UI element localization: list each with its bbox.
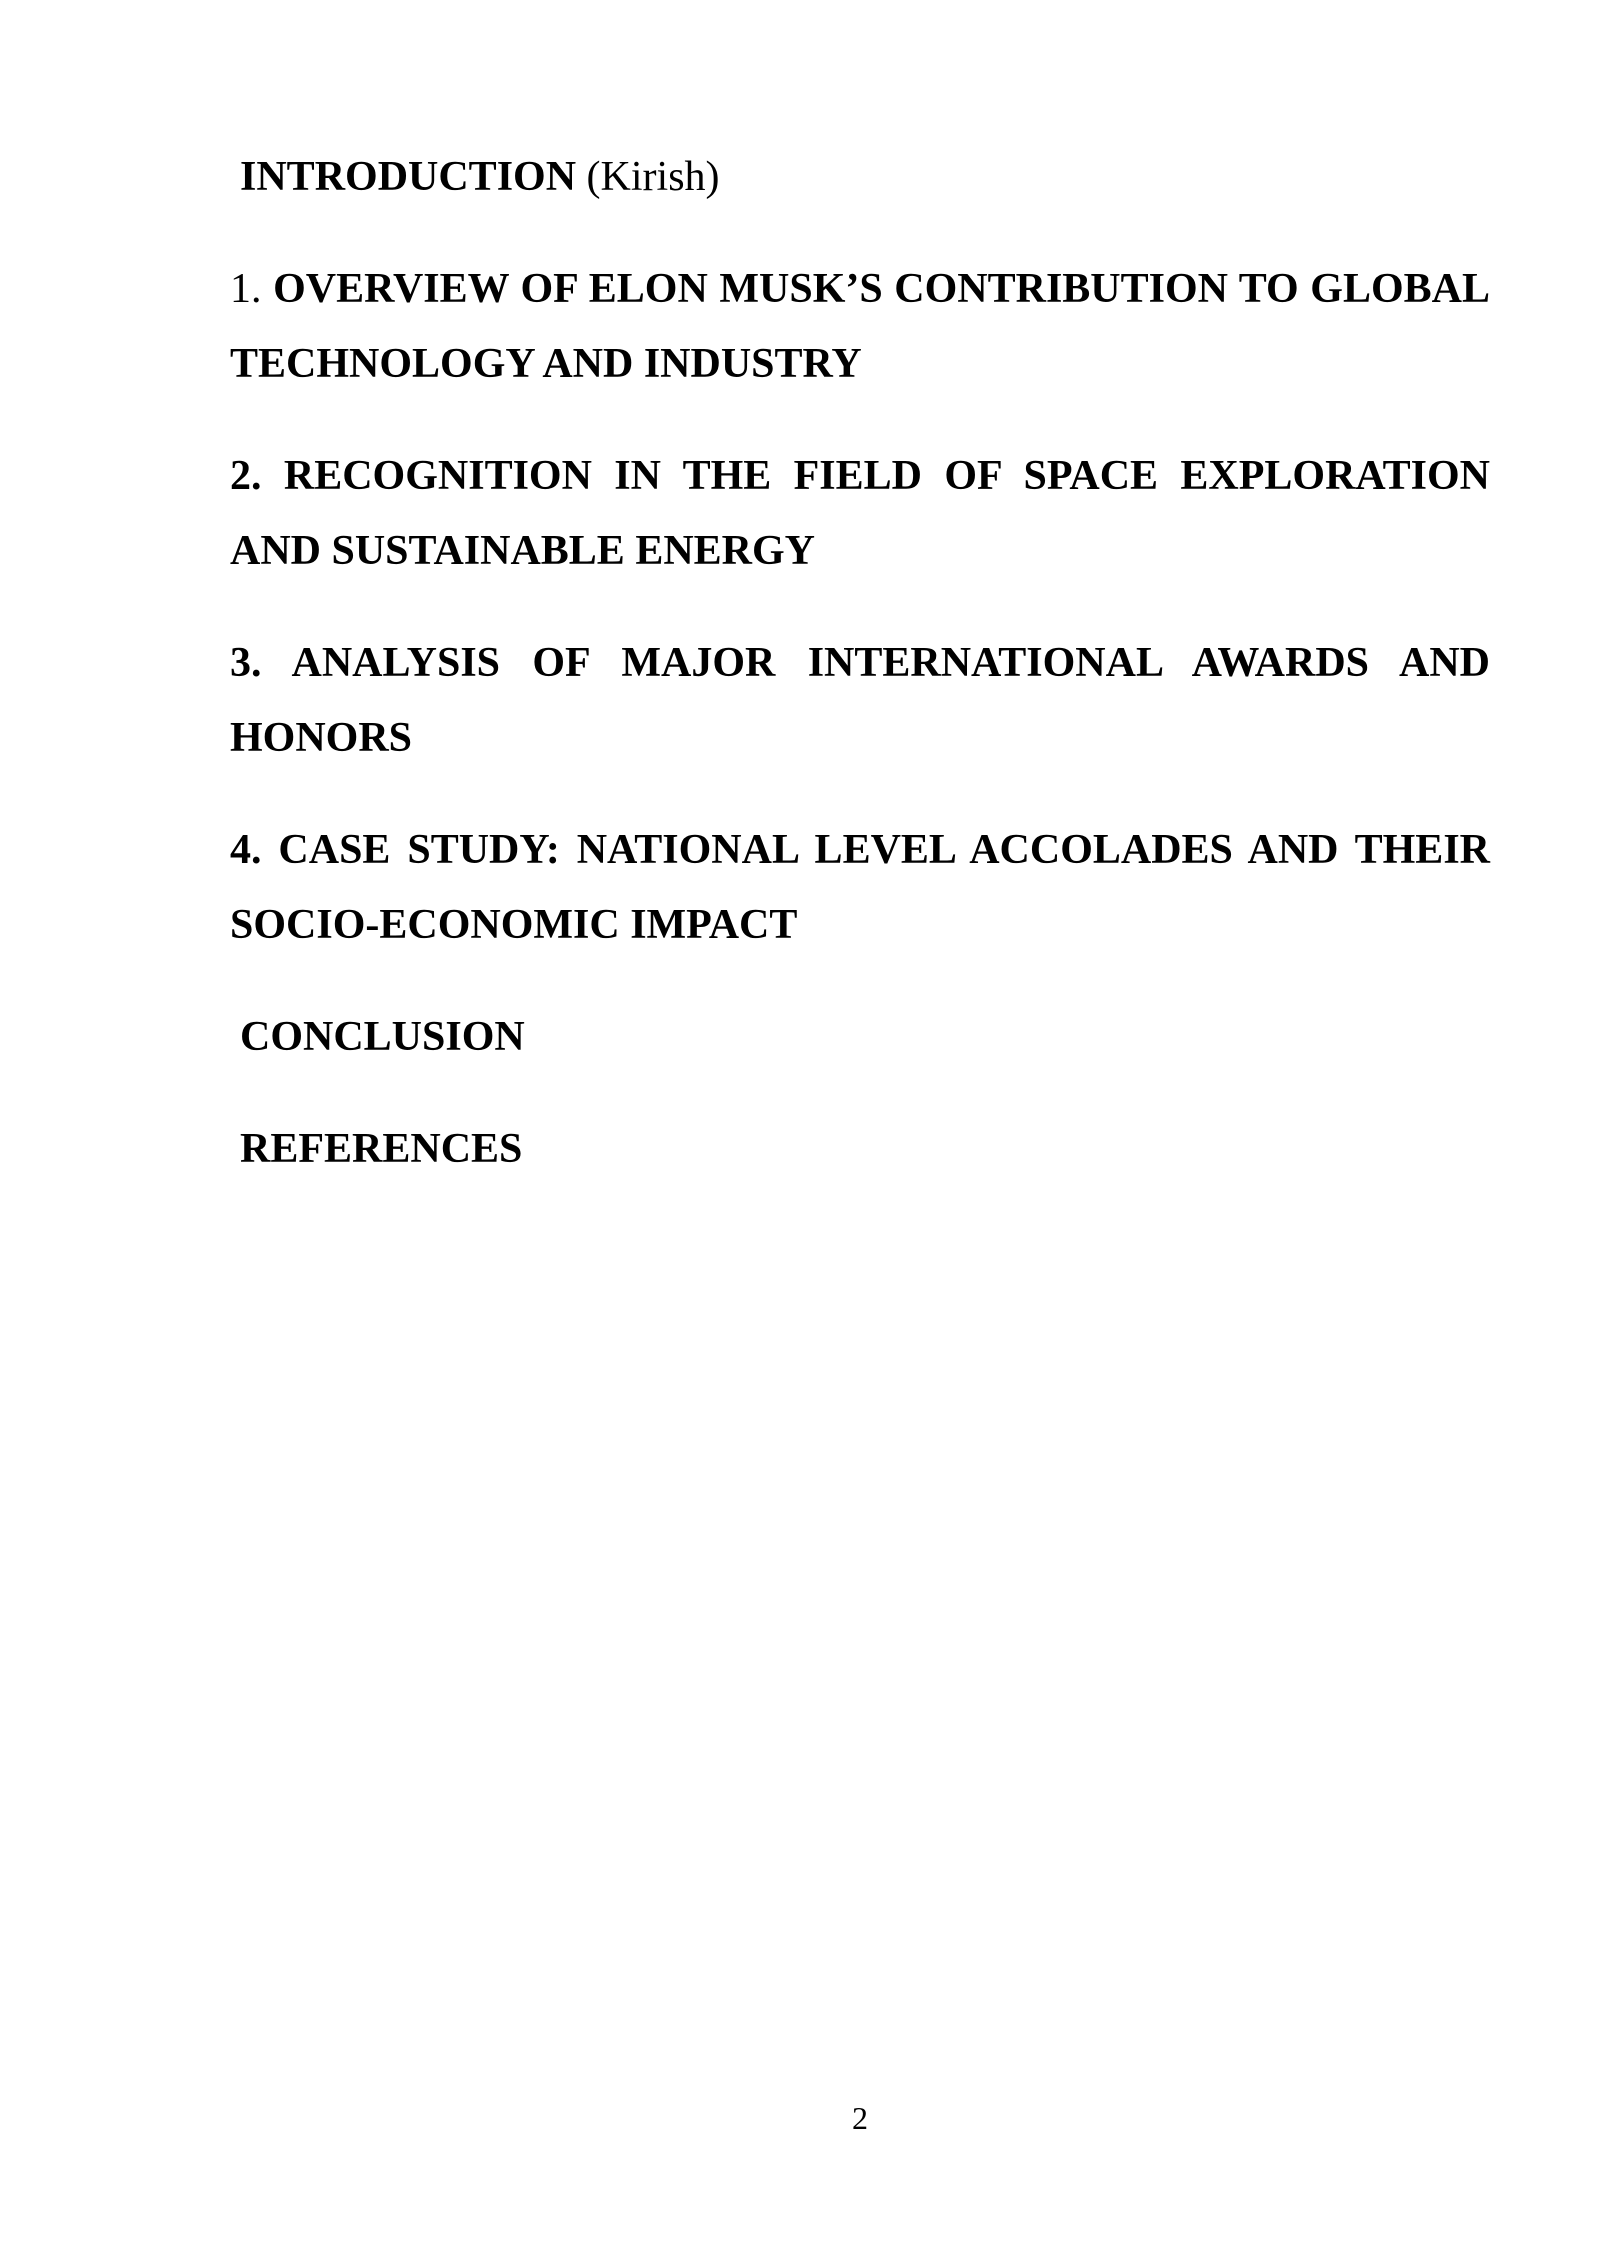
introduction-heading: INTRODUCTION	[240, 154, 577, 200]
section-2-title: RECOGNITION IN THE FIELD OF SPACE EXPLORATION AND SUSTAINABLE ENERGY	[230, 453, 1491, 574]
section-3-number: 3.	[230, 640, 262, 686]
toc-introduction	[240, 140, 1500, 215]
toc-conclusion: CONCLUSION	[240, 1014, 525, 1060]
toc-references: REFERENCES	[240, 1126, 523, 1172]
section-4-number: 4.	[230, 827, 262, 873]
toc-section-2	[230, 439, 1490, 589]
toc-section-3	[230, 626, 1490, 776]
introduction-note: (Kirish)	[586, 154, 720, 200]
section-4-title: CASE STUDY: NATIONAL LEVEL ACCOLADES AND THEIR SOCIO-ECONOMIC IMPACT	[230, 827, 1491, 948]
page-number: 2	[852, 2100, 868, 2136]
toc-section-4	[230, 813, 1490, 963]
toc-section-1	[230, 252, 1490, 402]
section-1-number: 1.	[230, 266, 262, 312]
section-2-number: 2.	[230, 453, 262, 499]
section-1-title: OVERVIEW OF ELON MUSK’S CONTRIBUTION TO GLOBAL TECHNOLOGY AND INDUSTRY	[230, 266, 1491, 387]
section-3-title: ANALYSIS OF MAJOR INTERNATIONAL AWARDS AND HONORS	[230, 640, 1491, 761]
